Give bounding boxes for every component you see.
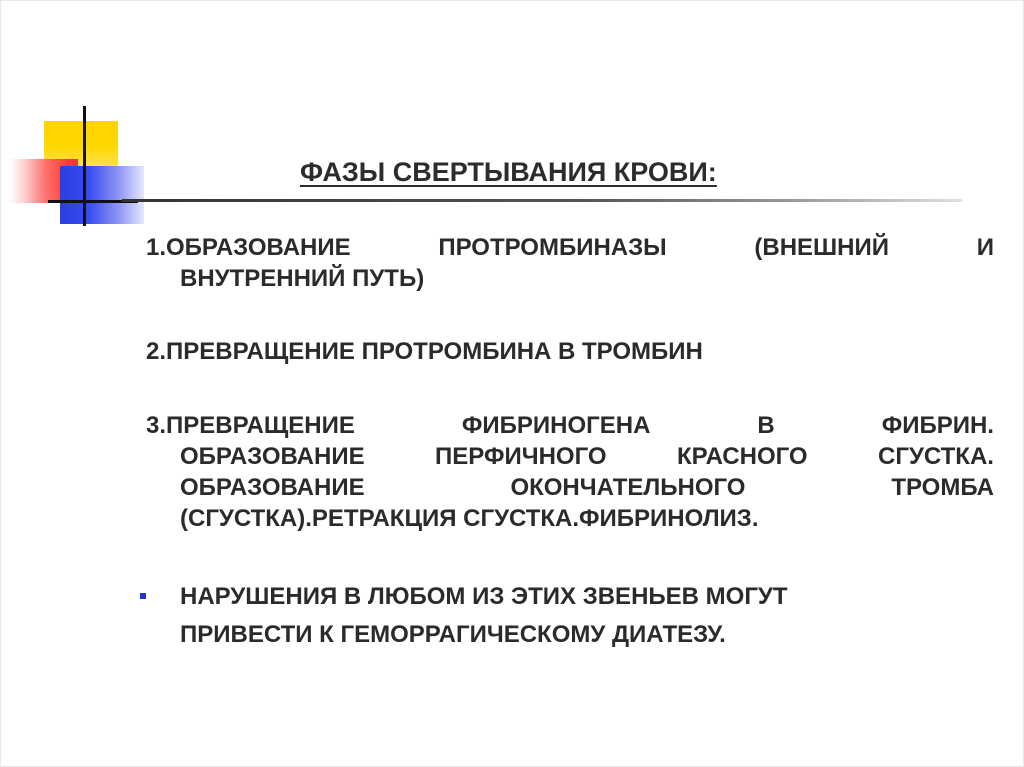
word: (ВНЕШНИЙ xyxy=(754,234,889,261)
word: В xyxy=(757,412,775,439)
word: КРАСНОГО xyxy=(677,443,808,470)
list-item-3 xyxy=(146,410,994,534)
bullet-square-icon xyxy=(140,593,146,599)
list-item-2 xyxy=(146,336,994,367)
word: ФИБРИН. xyxy=(881,412,994,439)
slide-title: ФАЗЫ СВЕРТЫВАНИЯ КРОВИ: xyxy=(300,157,717,187)
word: 3.ПРЕВРАЩЕНИЕ xyxy=(146,412,355,439)
list-item-1 xyxy=(146,232,994,294)
list-item-3-line-3 xyxy=(146,472,994,503)
list-item-3-line-1 xyxy=(146,410,994,441)
word: ОБРАЗОВАНИЕ xyxy=(180,443,365,470)
list-item-3-line-2 xyxy=(146,441,994,472)
word: ОБРАЗОВАНИЕ xyxy=(180,474,365,501)
word: ПЕРФИЧНОГО xyxy=(435,443,607,470)
word: 1.ОБРАЗОВАНИЕ xyxy=(146,234,351,261)
title-rule xyxy=(122,199,962,202)
decor-vertical-line xyxy=(83,106,86,226)
word: СГУСТКА. xyxy=(878,443,994,470)
list-item-1-line-1 xyxy=(146,232,994,263)
word: ФИБРИНОГЕНА xyxy=(461,412,651,439)
list-item-2-text: 2.ПРЕВРАЩЕНИЕ ПРОТРОМБИНА В ТРОМБИН xyxy=(146,338,703,365)
bullet-line-2: ПРИВЕСТИ К ГЕМОРРАГИЧЕСКОМУ ДИАТЕЗУ. xyxy=(180,621,726,648)
word: ПРОТРОМБИНАЗЫ xyxy=(438,234,667,261)
list-item-3-line-4: (СГУСТКА).РЕТРАКЦИЯ СГУСТКА.ФИБРИНОЛИЗ. xyxy=(180,505,759,532)
bullet-text xyxy=(180,578,788,654)
word: ОКОНЧАТЕЛЬНОГО xyxy=(510,474,746,501)
decor-blue-square xyxy=(60,166,144,224)
word: И xyxy=(976,234,994,261)
bullet-line-1: НАРУШЕНИЯ В ЛЮБОМ ИЗ ЭТИХ ЗВЕНЬЕВ МОГУТ xyxy=(180,583,788,610)
list-item-1-line-2: ВНУТРЕННИЙ ПУТЬ) xyxy=(180,265,425,292)
word: ТРОМБА xyxy=(891,474,994,501)
